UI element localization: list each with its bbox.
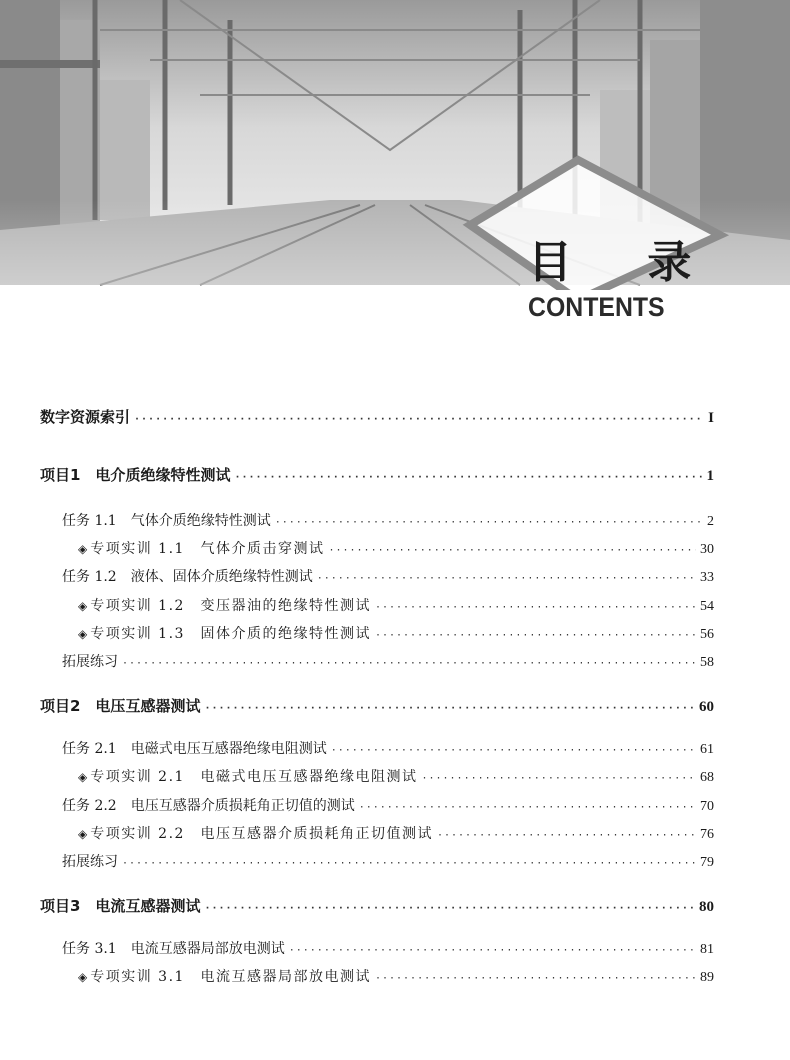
toc-page: 58 (700, 655, 714, 670)
diamond-bullet-icon: ◈ (78, 599, 88, 613)
toc-leader (331, 745, 696, 756)
toc-leader (204, 703, 695, 714)
toc-label: 专项实训 1.1 气体介质击穿测试 (90, 541, 325, 557)
toc-entry-exercise-1[interactable] (62, 651, 714, 675)
toc-page: 70 (700, 799, 714, 814)
toc-label: 任务 3.1 电流互感器局部放电测试 (62, 941, 285, 957)
toc-leader (275, 517, 703, 528)
toc-label: 拓展练习 (62, 654, 118, 670)
toc-entry-task-1-1[interactable] (62, 510, 714, 534)
toc-entry-exercise-2[interactable] (62, 851, 714, 875)
toc-leader (375, 602, 696, 613)
toc-entry-project-3[interactable] (40, 895, 714, 919)
toc-label: 专项实训 2.1 电磁式电压互感器绝缘电阻测试 (90, 769, 418, 785)
toc-label: 专项实训 3.1 电流互感器局部放电测试 (90, 969, 371, 985)
toc-leader (317, 573, 696, 584)
toc-page: 79 (700, 855, 714, 870)
toc-leader (122, 658, 696, 669)
diamond-bullet-icon: ◈ (78, 542, 88, 556)
toc-leader (375, 630, 696, 641)
toc-entry-project-2[interactable] (40, 695, 714, 719)
header-title-cn: 目 录 (528, 237, 722, 288)
toc-entry-task-2-1[interactable] (62, 738, 714, 762)
toc-leader (328, 545, 696, 556)
diamond-bullet-icon: ◈ (78, 770, 88, 784)
toc-page: 2 (707, 514, 714, 529)
toc-page: 56 (700, 627, 714, 642)
header-title-en: CONTENTS (528, 292, 665, 322)
toc-leader (204, 903, 695, 914)
toc-entry-task-2-2[interactable] (62, 795, 714, 819)
toc-leader (289, 945, 696, 956)
toc-entry-training-2-2[interactable] (78, 823, 714, 847)
toc-label: 数字资源索引 (40, 408, 131, 426)
toc-page: I (708, 410, 714, 426)
toc-page: 54 (700, 599, 714, 614)
toc-entry-training-1-3[interactable] (78, 623, 714, 647)
toc-label: 任务 1.1 气体介质绝缘特性测试 (62, 513, 271, 529)
diamond-bullet-icon: ◈ (78, 627, 88, 641)
toc-entry-task-1-2[interactable] (62, 566, 714, 590)
diamond-bullet-icon: ◈ (78, 827, 88, 841)
toc-page: 33 (700, 570, 714, 585)
toc-entry-task-3-1[interactable] (62, 938, 714, 962)
toc-entry-training-3-1[interactable] (78, 966, 714, 990)
toc-entry-project-1[interactable] (40, 464, 714, 488)
toc-page: 76 (700, 827, 714, 842)
diamond-bullet-icon: ◈ (78, 970, 88, 984)
toc-leader (359, 802, 696, 813)
toc-page: 60 (699, 699, 714, 715)
toc-label: 任务 2.2 电压互感器介质损耗角正切值的测试 (62, 798, 355, 814)
toc-label: 项目3 电流互感器测试 (40, 897, 201, 915)
toc-page: 61 (700, 742, 714, 757)
toc-leader (421, 773, 696, 784)
toc-page: 1 (706, 468, 714, 484)
toc-entry-training-1-2[interactable] (78, 595, 714, 619)
toc-label: 任务 2.1 电磁式电压互感器绝缘电阻测试 (62, 741, 327, 757)
toc-leader (437, 830, 696, 841)
toc-entry-digital-index[interactable] (40, 406, 714, 430)
toc-label: 任务 1.2 液体、固体介质绝缘特性测试 (62, 569, 313, 585)
toc-leader (234, 472, 702, 483)
toc-page: 68 (700, 770, 714, 785)
toc-label: 拓展练习 (62, 854, 118, 870)
toc-entry-training-2-1[interactable] (78, 766, 714, 790)
toc-page: 89 (700, 970, 714, 985)
toc-leader (134, 414, 704, 425)
toc-label: 专项实训 1.2 变压器油的绝缘特性测试 (90, 598, 371, 614)
toc-leader (375, 973, 696, 984)
toc-label: 项目1 电介质绝缘特性测试 (40, 466, 231, 484)
toc-label: 项目2 电压互感器测试 (40, 697, 201, 715)
toc-page: 81 (700, 942, 714, 957)
toc-label: 专项实训 2.2 电压互感器介质损耗角正切值测试 (90, 826, 433, 842)
toc-leader (122, 858, 696, 869)
toc-entry-training-1-1[interactable] (78, 538, 714, 562)
toc-page: 30 (700, 542, 714, 557)
toc-label: 专项实训 1.3 固体介质的绝缘特性测试 (90, 626, 371, 642)
toc-page: 80 (699, 899, 714, 915)
